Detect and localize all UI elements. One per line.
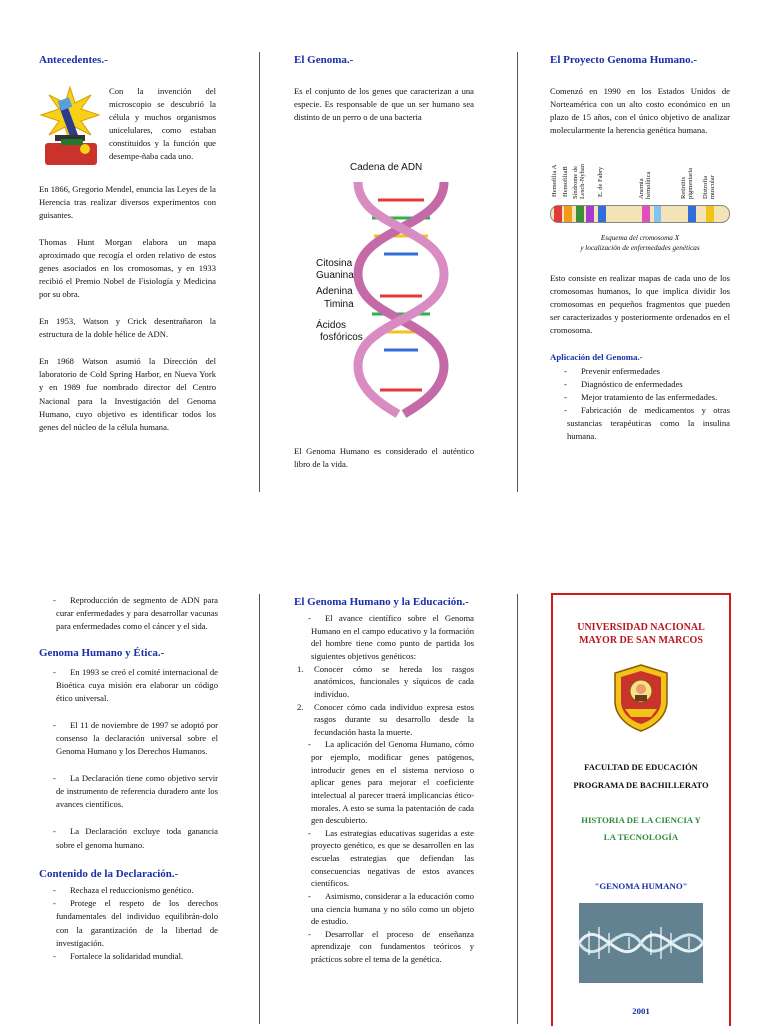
list-item: - Mejor tratamiento de las enfermedades. — [550, 391, 730, 404]
disease-label: E. de Fabry — [597, 166, 604, 197]
separator-3 — [259, 594, 260, 1024]
numbered-item — [294, 663, 474, 701]
list-item: - Desarrollar el proceso de enseñanza aprendizaje con fundamentos teóricos y prácticos sobre el tema de la genética. — [294, 928, 474, 966]
disease-label: Distrofia muscular — [702, 175, 717, 199]
list-item: - Prevenir enfermedades — [550, 365, 730, 378]
item-number: 1. — [297, 663, 304, 674]
list-item: - La aplicación del Genoma Humano, cómo por ejemplo, modificar genes patógenos, introducir genes en el sistema nervioso o aplicar genes para mejorar el coeficiente intelectual al parecer traerá implicancias ético-morales. A esto se suma la patentación de cada gen descubierto. — [294, 738, 474, 826]
antecedentes-heading: Antecedentes.- — [39, 54, 108, 66]
list-item: - El 11 de noviembre de 1997 se adoptó por consenso la declaración universal sobre el Genoma Humano y los Derechos Humanos. — [39, 719, 218, 758]
panel-etica — [39, 594, 218, 963]
list-item: - Fabricación de medicamentos y otras sustancias terapéuticas como la insulina humana. — [550, 404, 730, 443]
dna-title: Cadena de ADN — [350, 161, 423, 173]
dna-figure — [294, 160, 474, 425]
program-name: PROGRAMA DE BACHILLERATO — [573, 780, 709, 790]
course-line: HISTORIA DE LA CIENCIA Y — [581, 815, 701, 825]
list-item: - Diagnóstico de enfermedades — [550, 378, 730, 391]
antecedentes-intro: Con la invención del microscopio se descubrió la célula y muchos organismos unicelulares, como estaban constituidos y la función que desempe-ñaba cada uno. — [109, 85, 216, 162]
panel-antecedentes — [39, 52, 216, 434]
list-item: - Fortalece la solidaridad mundial. — [39, 950, 218, 963]
item-text: Conocer cómo se hereda los rasgos anatómicos, funcionales y síquicos de cada individuo. — [314, 663, 474, 699]
dna-label-acidos: Ácidos — [316, 319, 347, 331]
panel-educacion — [294, 594, 474, 966]
university-seal-icon — [611, 661, 671, 733]
dna-label-adenina: Adenina — [316, 285, 353, 297]
panel-genoma — [294, 52, 474, 471]
list-item: - Protege el respeto de los derechos fundamentales del individuo equilibrán-dolo con la garantización de la libertad de investigación. — [39, 897, 218, 949]
dna-label-citosina: Citosina — [316, 257, 353, 269]
disease-label: Síndrome de Lesch-Nyhan — [572, 163, 587, 199]
list-item: - Las estrategias educativas sugeridas a este proyecto genético, es que se desarrollen en las escuelas estrategias que defiendan las consecuencias negativas de estos avances científicos. — [294, 827, 474, 890]
dna-label-timina: Timina — [324, 298, 354, 310]
university-line: MAYOR DE SAN MARCOS — [579, 635, 703, 646]
faculty-name: FACULTAD DE EDUCACIÓN — [584, 762, 698, 772]
list-item: - Rechaza el reduccionismo genético. — [39, 884, 218, 897]
contenido-heading: Contenido de la Declaración.- — [39, 867, 179, 880]
list-item: - Asimismo, considerar a la educación como una ciencia humana y no sólo como un objeto de estudio. — [294, 890, 474, 928]
university-name — [553, 621, 729, 647]
university-line: UNIVERSIDAD NACIONAL — [577, 622, 705, 633]
item-text: Conocer cómo cada individuo expresa estos rasgos durante su desarrollo desde la fecundación hasta la muerte. — [314, 701, 474, 737]
course-line: LA TECNOLOGÍA — [603, 831, 679, 842]
microscope-icon — [39, 85, 101, 169]
antecedentes-paragraph: En 1953, Watson y Crick desentrañaron la estructura de la doble hélice de ADN. — [39, 316, 216, 340]
list-item: - El avance científico sobre el Genoma Humano en el campo educativo y la formación del hombre tiene como punto de partida los siguientes objetivos genéticos: — [294, 612, 474, 663]
panel-proyecto — [550, 52, 730, 443]
course-name — [553, 812, 729, 845]
proyecto-body: Esto consiste en realizar mapas de cada uno de los cromosomas humanos, lo que implica dividir los cromosomas en pequeños fragmentos que pueden ser caracterizados y posteriormente ordenados en el cromosoma. — [550, 272, 730, 336]
disease-label: HemofiliaB — [562, 166, 569, 197]
genoma-intro: Es el conjunto de los genes que caracterizan a una especie. Es responsable de que un ser humano sea distinto de un perro o de una bacteria — [294, 85, 474, 122]
dna-helix-icon — [344, 178, 464, 418]
antecedentes-paragraph: Thomas Hunt Morgan elabora un mapa aproximado que recogía el orden relativo de estos genes asociados en los cromosomas, y en 1933 recibió el Premio Nobel de Fisiología y Medicina por su obra. — [39, 236, 216, 300]
separator-1 — [259, 52, 260, 492]
genoma-caption: El Genoma Humano es considerado el auténtico libro de la vida. — [294, 445, 474, 469]
educacion-heading: El Genoma Humano y la Educación.- — [294, 596, 469, 608]
disease-label: Anemia hemolítica — [638, 171, 653, 199]
aplicacion-heading: Aplicación del Genoma.- — [550, 352, 643, 363]
dna-label-guanina: Guanina — [316, 269, 354, 281]
list-item: - Reproducción de segmento de ADN para curar enfermedades y para desarrollar vacunas para enfermedades como el cáncer y el sida. — [39, 594, 218, 633]
list-item: - La Declaración excluye toda ganancia sobre el genoma humano. — [39, 825, 218, 851]
chromosome-caption: Esquema del cromosoma X — [600, 233, 680, 242]
disease-label: Retinitis pigmentaria — [680, 167, 695, 199]
chromosome-caption: y localización de enfermedades genéticas — [580, 243, 700, 252]
chromosome-labels — [550, 149, 730, 199]
proyecto-heading: El Proyecto Genoma Humano.- — [550, 54, 698, 66]
cover-panel — [551, 593, 731, 1026]
antecedentes-paragraph: En 1866, Gregorio Mendel, enuncia las Leyes de la Herencia tras realizar diversos experimentos con guisantes. — [39, 183, 216, 220]
chromosome-bar — [550, 205, 730, 223]
list-item: - En 1993 se creó el comité internacional de Bioética cuya misión era elaborar un código ético universal. — [39, 666, 218, 705]
numbered-item — [294, 701, 474, 739]
disease-label: Hemofilia A — [551, 164, 558, 197]
separator-4 — [517, 594, 518, 1024]
dna-photo-icon — [579, 903, 703, 983]
chromosome-figure — [550, 149, 730, 264]
dna-label-fosforicos: fosfóricos — [320, 331, 363, 343]
etica-heading: Genoma Humano y Ética.- — [39, 647, 165, 660]
list-item: - La Declaración tiene como objetivo servir de instrumento de referencia duradero ante los avances científicos. — [39, 772, 218, 811]
proyecto-intro: Comenzó en 1990 en los Estados Unidos de Norteamérica con un alto costo económico en un plazo de 15 años, con el único objetivo de analizar molecularmente la herencia genética humana. — [550, 85, 730, 135]
publication-year: 2001 — [632, 1006, 650, 1017]
antecedentes-paragraph: En 1968 Watson asumió la Dirección del laboratorio de Cold Spring Harbor, en Nueva York y en 1989 fue nombrado director del Centro Nacional para la Investigación del Genoma Humano, cuyo objetivo es identificar todos los genes del núcleo de la célula humana. — [39, 356, 216, 432]
separator-2 — [517, 52, 518, 492]
brochure-title: "GENOMA HUMANO" — [594, 881, 688, 892]
item-number: 2. — [297, 701, 304, 712]
genoma-heading: El Genoma.- — [294, 54, 354, 66]
